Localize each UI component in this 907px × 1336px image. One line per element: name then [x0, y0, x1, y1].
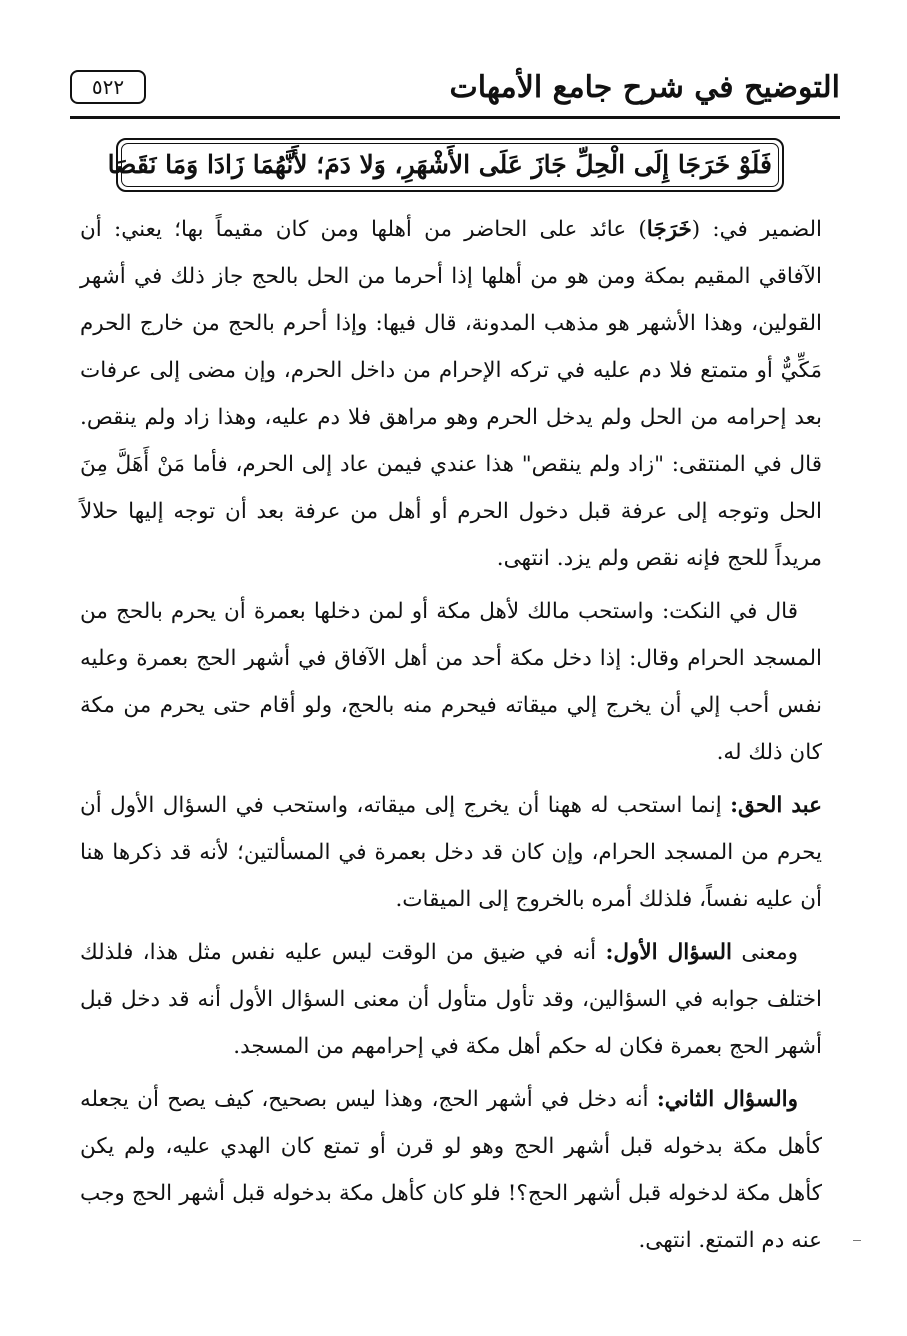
matn-text: فَلَوْ خَرَجَا إِلَى الْحِلِّ جَازَ عَلَى الأَشْهَرِ، وَلا دَمَ؛ لأَنَّهُمَا زَادَا وَمَا نَقَصَا: [107, 150, 772, 179]
paragraph-4-start: ومعنى: [732, 940, 798, 965]
commentary-body: [80, 206, 822, 1270]
paragraph-4-lead: السؤال الأول:: [605, 940, 733, 965]
paragraph-4-text: أنه في ضيق من الوقت ليس عليه نفس مثل هذا، فلذلك اختلف جوابه في السؤالين، وقد تأول متأول أن معنى السؤال الأول أنه قد دخل قبل أشهر الحج بعمرة فكان له حكم أهل مكة في إحرامهم من المسجد.: [80, 940, 822, 1059]
header-rule: [70, 116, 840, 119]
paragraph-1: [80, 206, 822, 582]
paragraph-3-lead: عبد الحق:: [730, 793, 822, 818]
page-header: [70, 64, 840, 122]
paragraph-3: [80, 782, 822, 923]
paragraph-5-lead: والسؤال الثاني:: [656, 1087, 798, 1112]
quoted-word: خَرَجَا: [646, 217, 692, 242]
paragraph-1-start: الضمير في: (: [691, 217, 822, 242]
matn-box: [107, 138, 784, 192]
edge-mark: [853, 1240, 861, 1241]
paragraph-5: [80, 1076, 822, 1264]
paragraph-3-text: إنما استحب له ههنا أن يخرج إلى ميقاته، واستحب في السؤال الأول أن يحرم من المسجد الحرام، وإن كان قد دخل بعمرة في المسألتين؛ لأنه قد ذكرها هنا أن عليه نفساً، فلذلك أمره بالخروج إلى الميقات.: [80, 793, 822, 912]
running-title: التوضيح في شرح جامع الأمهات: [449, 70, 840, 105]
paragraph-4: [80, 929, 822, 1070]
paragraph-5-text: أنه دخل في أشهر الحج، وهذا ليس بصحيح، كيف يصح أن يجعله كأهل مكة بدخوله قبل أشهر الحج وهو لو قرن أو تمتع كان الهدي عليه، ولم يكن كأهل مكة لدخوله قبل أشهر الحج؟! فلو كان كأهل مكة بدخوله قبل أشهر الحج وجب عنه دم التمتع. انتهى.: [80, 1087, 822, 1253]
page-number: ٥٢٢: [70, 70, 146, 104]
paragraph-1-text: ) عائد على الحاضر من أهلها ومن كان مقيماً بها؛ يعني: أن الآفاقي المقيم بمكة ومن هو من أهلها إذا أحرما من الحل بالحج جاز ذلك في أشهر القولين، وهذا الأشهر هو مذهب المدونة، قال فيها: وإذا أحرم بالحج من خارج الحرم مَكِّيٌّ أو متمتع فلا دم عليه في تركه الإحرام من داخل الحرم، وإن مضى إلى عرفات بعد إحرامه من الحل ولم يدخل الحرم وهو مراهق فلا دم عليه، وهذا زاد ولم ينقص. قال في المنتقى: "زاد ولم ينقص" هذا عندي فيمن عاد إلى الحرم، فأما مَنْ أَهَلَّ مِنَ الحل وتوجه إلى عرفة قبل دخول الحرم أو أهل من عرفة بعد أن توجه إليها حلالاً مريداً للحج فإنه نقص ولم يزد. انتهى.: [80, 217, 823, 571]
paragraph-2: قال في النكت: واستحب مالك لأهل مكة أو لمن دخلها بعمرة أن يحرم بالحج من المسجد الحرام وقال: إذا دخل مكة أحد من أهل الآفاق في أشهر الحج بعمرة وعليه نفس أحب إلي أن يخرج إلي ميقاته فيحرم منه بالحج، ولو أقام حتى يحرم من مكة كان ذلك له.: [80, 599, 822, 765]
